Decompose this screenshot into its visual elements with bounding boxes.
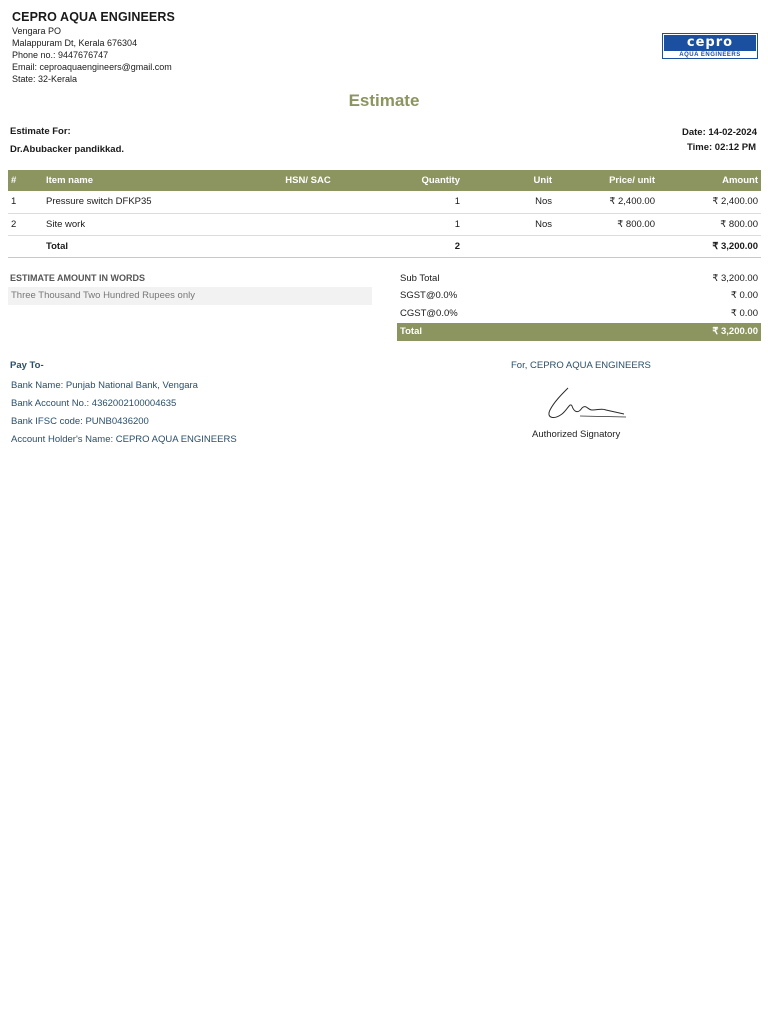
item-name: Pressure switch DFKP35 [43,191,268,213]
column-header-unit: Unit [463,170,555,191]
logo-subtext: AQUA ENGINEERS [679,52,741,58]
column-header-number: # [8,170,43,191]
company-email: Email: ceproaquaengineers@gmail.com [12,62,172,72]
items-table [8,170,761,258]
grand-total-label: Total [400,326,422,337]
summary-cgst [397,305,761,323]
estimate-date: Date: 14-02-2024 [682,127,757,138]
item-price: ₹ 2,400.00 [555,191,658,213]
grand-total-value: ₹ 3,200.00 [712,326,758,337]
table-row [8,213,761,235]
items-total-label: Total [43,235,268,257]
column-header-hsn-sac: HSN/ SAC [268,170,348,191]
item-price: ₹ 800.00 [555,213,658,235]
item-quantity: 1 [348,213,463,235]
customer-name: Dr.Abubacker pandikkad. [10,144,125,155]
total-hsn-spacer [268,235,348,257]
item-hsn [268,213,348,235]
total-price-spacer [555,235,658,257]
amount-in-words-label: ESTIMATE AMOUNT IN WORDS [10,273,145,283]
for-company-label: For, CEPRO AQUA ENGINEERS [511,360,651,371]
items-table-header [8,170,761,191]
estimate-time: Time: 02:12 PM [687,142,756,153]
item-quantity: 1 [348,191,463,213]
company-address-line-2: Malappuram Dt, Kerala 676304 [12,38,138,48]
item-amount: ₹ 2,400.00 [658,191,761,213]
company-name: CEPRO AQUA ENGINEERS [12,10,175,24]
summary-sub-total [397,270,761,288]
company-logo [662,33,758,59]
total-unit-spacer [463,235,555,257]
estimate-for-label: Estimate For: [10,126,71,137]
total-spacer [8,235,43,257]
sub-total-value: ₹ 3,200.00 [712,273,758,284]
pay-to-label: Pay To- [10,360,44,371]
column-header-quantity: Quantity [348,170,463,191]
company-state: State: 32-Kerala [12,74,78,84]
items-total-quantity: 2 [348,235,463,257]
bank-name: Bank Name: Punjab National Bank, Vengara [11,380,198,391]
item-number: 2 [8,213,43,235]
sgst-label: SGST@0.0% [400,290,458,301]
company-address-line-1: Vengara PO [12,26,62,36]
bank-ifsc: Bank IFSC code: PUNB0436200 [11,416,149,427]
amount-in-words-value: Three Thousand Two Hundred Rupees only [8,287,372,305]
cgst-value: ₹ 0.00 [730,308,758,319]
items-total-amount: ₹ 3,200.00 [658,235,761,257]
authorized-signatory-label: Authorized Signatory [532,429,621,440]
document-title: Estimate [348,91,420,110]
item-amount: ₹ 800.00 [658,213,761,235]
account-holder-name: Account Holder's Name: CEPRO AQUA ENGINEERS [11,434,237,445]
item-number: 1 [8,191,43,213]
bank-account-number: Bank Account No.: 4362002100004635 [11,398,177,409]
item-hsn [268,191,348,213]
signature-image [540,384,630,424]
summary-grand-total [397,323,761,341]
pay-to-block [10,360,237,449]
item-unit: Nos [463,213,555,235]
sgst-value: ₹ 0.00 [730,290,758,301]
summary-sgst [397,287,761,305]
table-row [8,191,761,213]
cgst-label: CGST@0.0% [400,308,458,319]
sub-total-label: Sub Total [400,273,440,284]
company-phone: Phone no.: 9447676747 [12,50,109,60]
item-unit: Nos [463,191,555,213]
items-total-row [8,235,761,257]
item-name: Site work [43,213,268,235]
company-block [12,10,175,85]
column-header-amount: Amount [658,170,761,191]
column-header-price-unit: Price/ unit [555,170,658,191]
column-header-item-name: Item name [43,170,268,191]
logo-text: cepro [664,35,756,51]
